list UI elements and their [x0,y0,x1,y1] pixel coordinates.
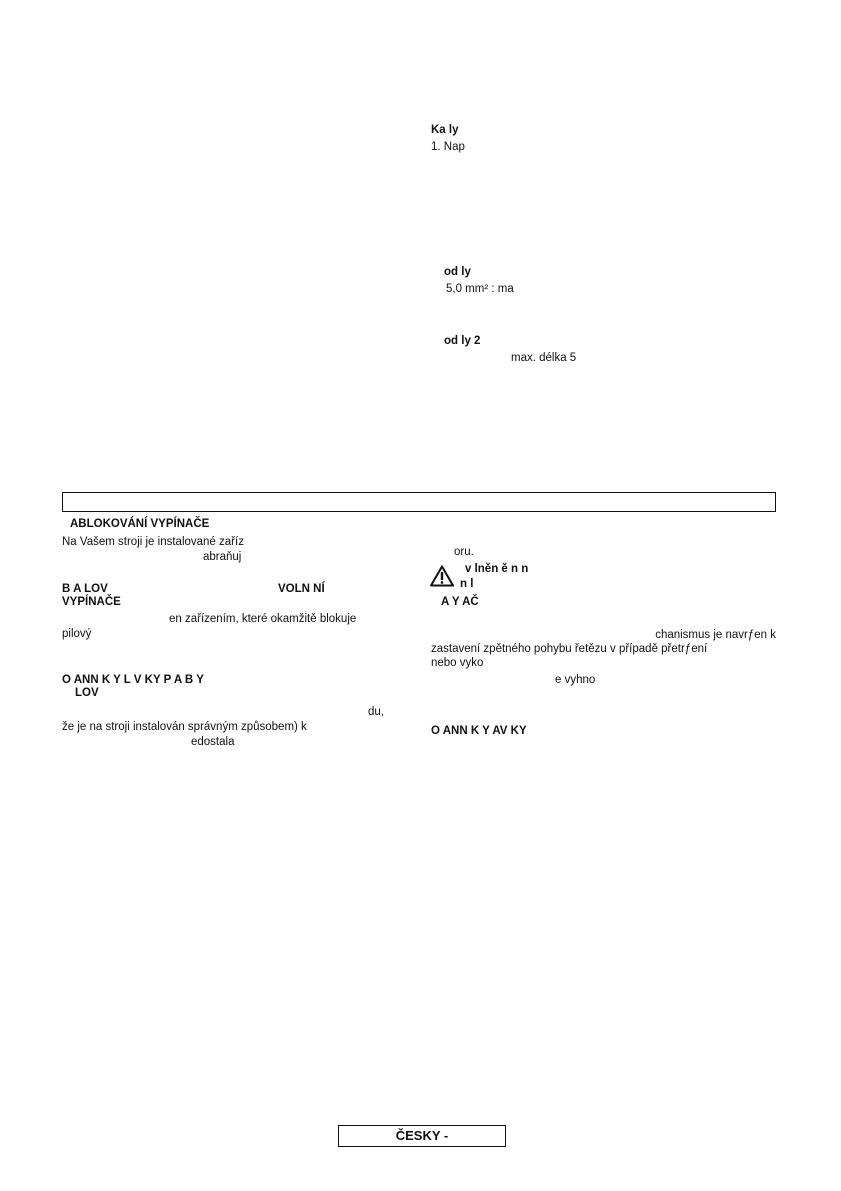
cable-spec-text-1: 5,0 mm² : ma [446,283,514,295]
hand-guard-heading-line-1: O ANN K Y L V KY P A B Y [62,674,204,686]
chain-brake-text-line-2: zastavení zpětného pohybu řetězu v případě přetrƒení [431,643,708,655]
section-title-bar [62,492,776,512]
hand-guard-text-line-3: edostala [191,736,235,748]
cable-spec-heading-1: od ly [444,266,471,278]
switch-release-heading-a: B A LOV [62,583,108,595]
cables-item-1: 1. Nap [431,141,465,153]
switch-release-heading-b: VOLN NÍ [278,583,325,595]
switch-lock-text-line-1: Na Vašem stroji je instalované zaříz [62,536,244,548]
chain-brake-heading: A Y AČ [441,596,479,608]
chain-brake-text-line-1: chanismus je navrƒen k [655,629,776,641]
switch-release-text-line-1: en zařízením, které okamžitě blokuje [169,613,357,625]
hand-guard-text-line-1: du, [368,706,384,718]
warning-text-line-2: n l [460,578,474,590]
switch-release-text-line-2: pilový [62,628,92,640]
switch-release-heading-line-2: VYPÍNAČE [62,596,121,608]
cable-spec-text-2: max. délka 5 [511,352,577,364]
language-footer: ČESKY - [338,1125,506,1147]
continued-text: oru. [454,546,474,558]
cable-spec-heading-2: od ly 2 [444,335,481,347]
warning-text-line-1: v lněn ě n n [465,563,529,575]
hand-guard-heading-line-2: LOV [75,687,99,699]
chain-brake-text-line-4: e vyhno [555,674,596,686]
warning-triangle-icon [430,565,454,587]
switch-lock-heading: ABLOKOVÁNÍ VYPÍNAČE [70,518,210,530]
guard-heading: O ANN K Y AV KY [431,725,527,737]
switch-lock-text-line-2: abraňuj [203,551,242,563]
hand-guard-text-line-2: že je na stroji instalován správným způsobem) k [62,721,307,733]
chain-brake-text-line-3: nebo vyko [431,657,484,669]
cables-heading: Ka ly [431,124,459,136]
